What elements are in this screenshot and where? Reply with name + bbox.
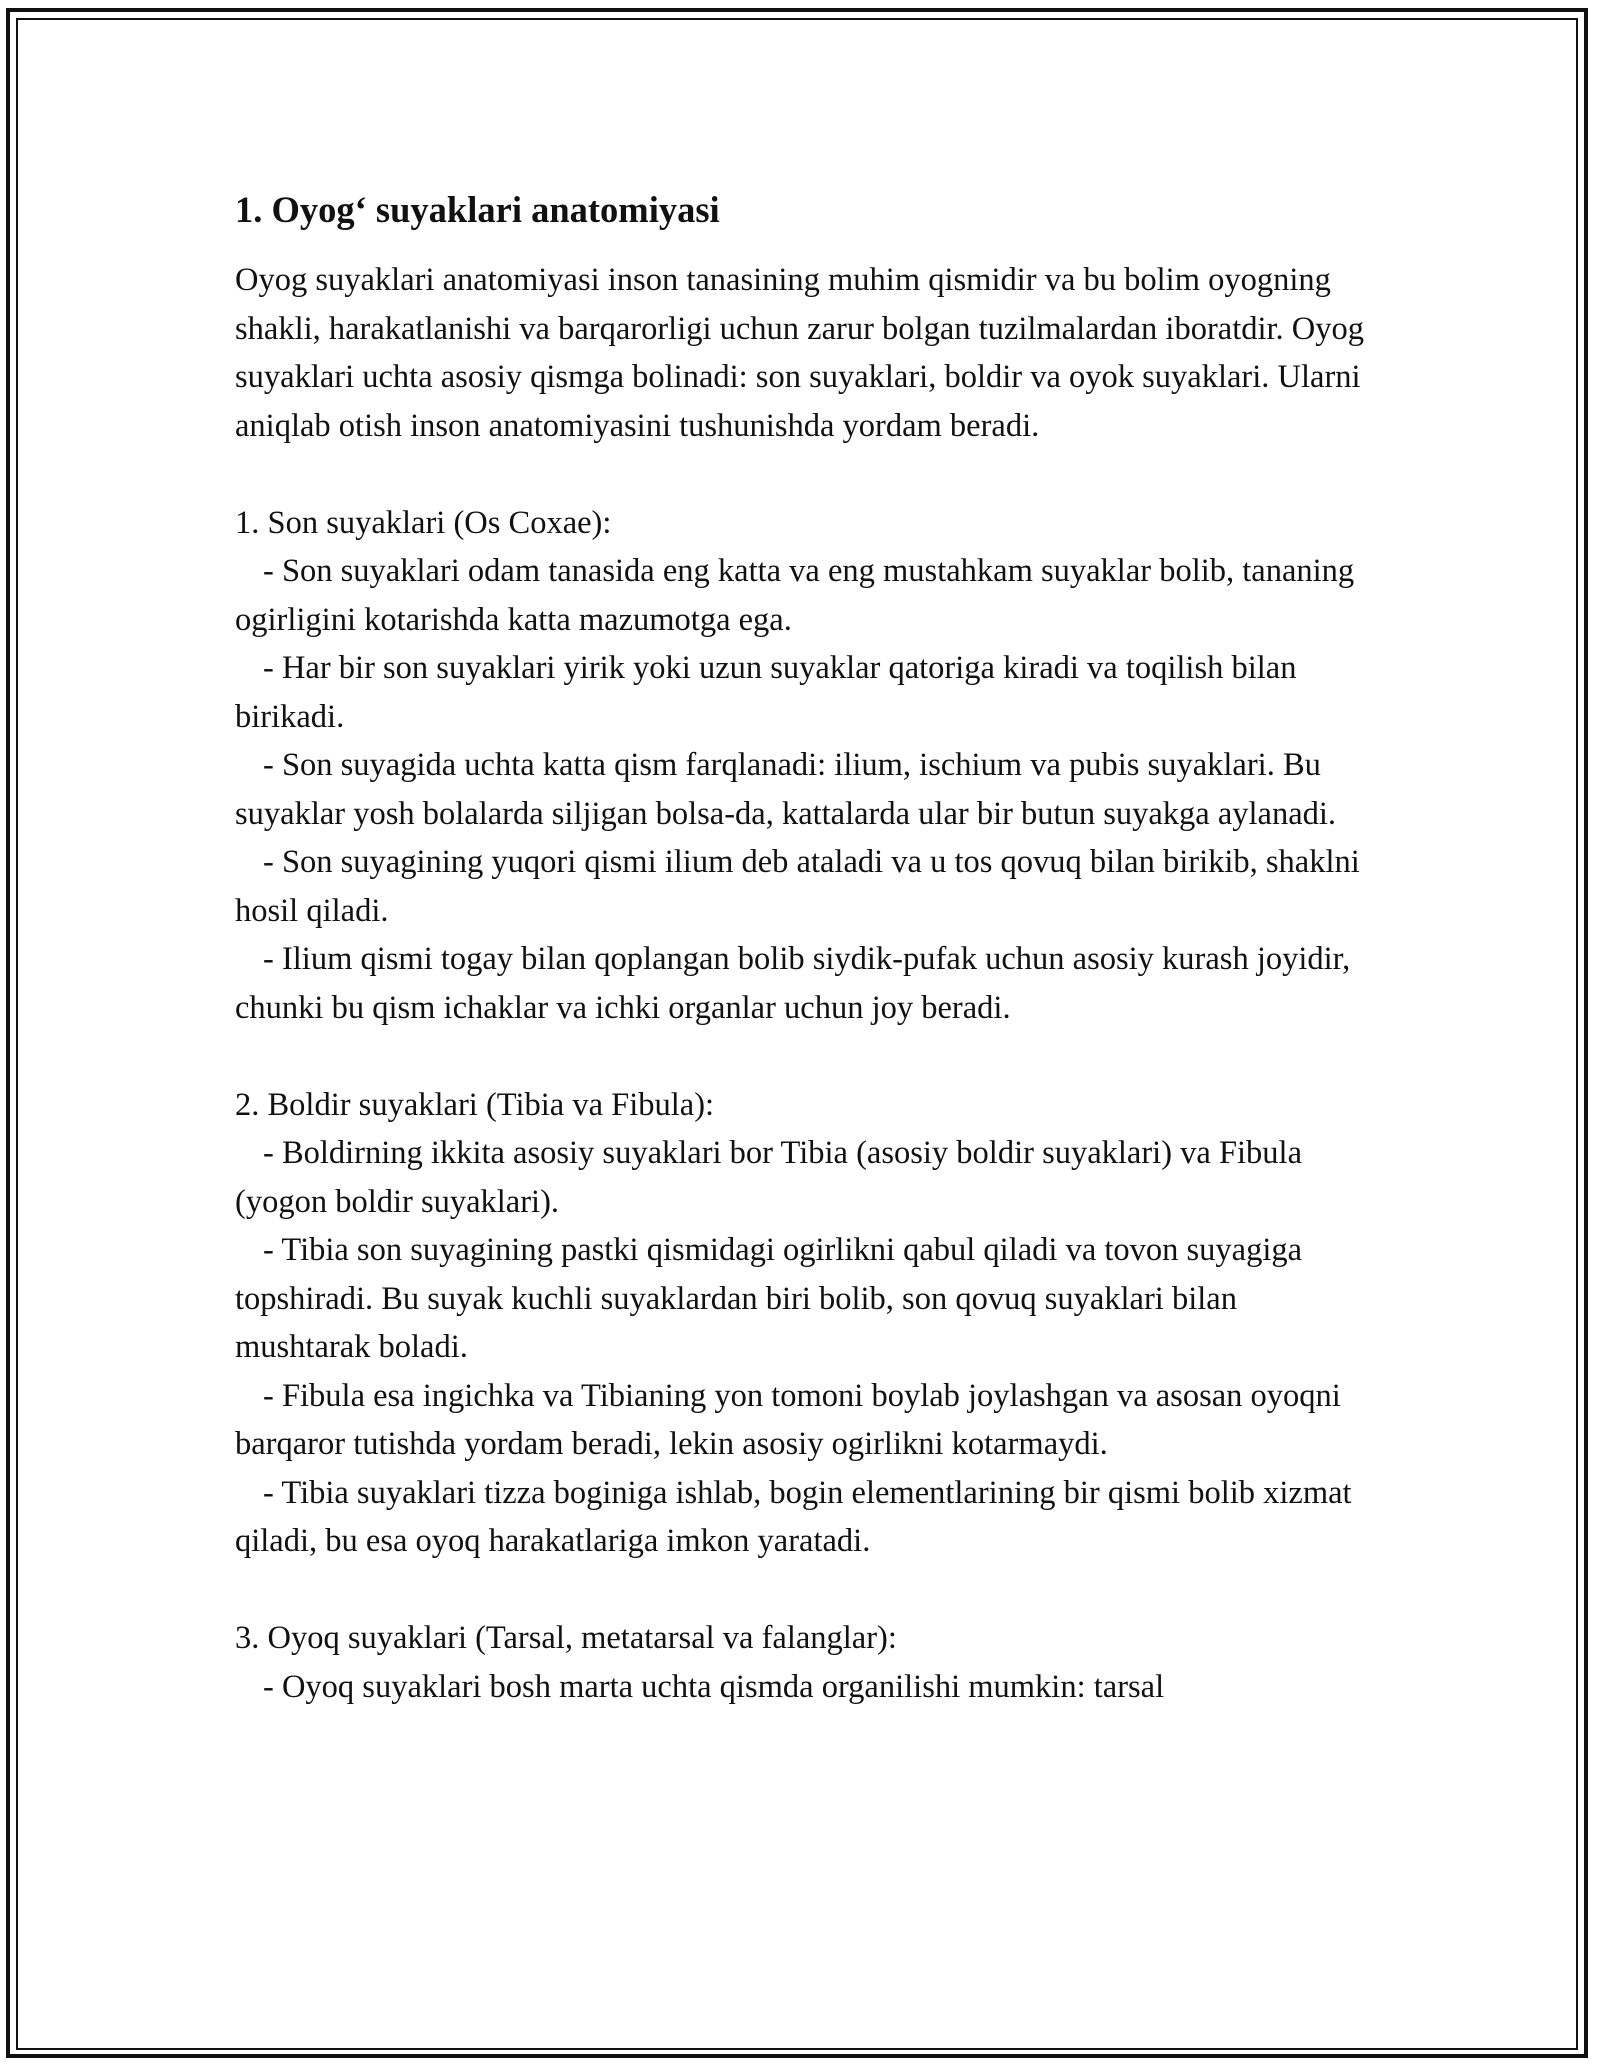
document-body [235, 186, 1375, 1711]
section-title: 1. Son suyaklari (Os Coxae): [235, 504, 612, 541]
section-oyoq-suyaklari [235, 1614, 1375, 1711]
list-item: - Son suyaklari odam tanasida eng katta va eng mustahkam suyaklar bolib, tananing ogirligini kotarishda katta mazumotga ega. [235, 553, 1355, 638]
list-item: - Har bir son suyaklari yirik yoki uzun suyaklar qatoriga kiradi va toqilish bilan birikadi. [235, 650, 1297, 735]
list-item: - Tibia suyaklari tizza boginiga ishlab, bogin elementlarining bir qismi bolib xizmat qiladi, bu esa oyoq harakatlariga imkon yaratadi. [235, 1474, 1352, 1559]
list-item: - Tibia son suyagining pastki qismidagi ogirlikni qabul qiladi va tovon suyagiga topshiradi. Bu suyak kuchli suyaklardan biri bolib, son qovuq suyaklari bilan mushtarak boladi. [235, 1232, 1303, 1365]
list-item: - Oyoq suyaklari bosh marta uchta qismda organilishi mumkin: tarsal [263, 1668, 1165, 1705]
document-heading: 1. Oyog‘ suyaklari anatomiyasi [235, 189, 720, 230]
list-item: - Ilium qismi togay bilan qoplangan bolib siydik-pufak uchun asosiy kurash joyidir, chunki bu qism ichaklar va ichki organlar uchun joy beradi. [235, 941, 1351, 1026]
list-item: - Boldirning ikkita asosiy suyaklari bor Tibia (asosiy boldir suyaklari) va Fibula (yogon boldir suyaklari). [235, 1135, 1303, 1220]
list-item: - Fibula esa ingichka va Tibianing yon tomoni boylab joylashgan va asosan oyoqni barqaror tutishda yordam beradi, lekin asosiy ogirlikni kotarmaydi. [235, 1377, 1341, 1462]
section-son-suyaklari [235, 499, 1375, 1033]
section-title: 2. Boldir suyaklari (Tibia va Fibula): [235, 1086, 715, 1123]
section-title: 3. Oyoq suyaklari (Tarsal, metatarsal va falanglar): [235, 1620, 897, 1656]
intro-paragraph: Oyog suyaklari anatomiyasi inson tanasining muhim qismidir va bu bolim oyogning shakli, harakatlanishi va barqarorligi uchun zarur bolgan tuzilmalardan iboratdir. Oyog suyaklari uchta asosiy qismga bolinadi: son suyaklari, boldir va oyok suyaklari. Ularni aniqlab otish inson anatomiyasini tushunishda yordam beradi. [235, 262, 1365, 444]
list-item: - Son suyagida uchta katta qism farqlanadi: ilium, ischium va pubis suyaklari. Bu suyaklar yosh bolalarda siljigan bolsa-da, kattalarda ular bir butun suyakga aylanadi. [235, 747, 1337, 832]
list-item: - Son suyagining yuqori qismi ilium deb ataladi va u tos qovuq bilan birikib, shaklni hosil qiladi. [235, 844, 1360, 929]
section-boldir-suyaklari [235, 1081, 1375, 1566]
